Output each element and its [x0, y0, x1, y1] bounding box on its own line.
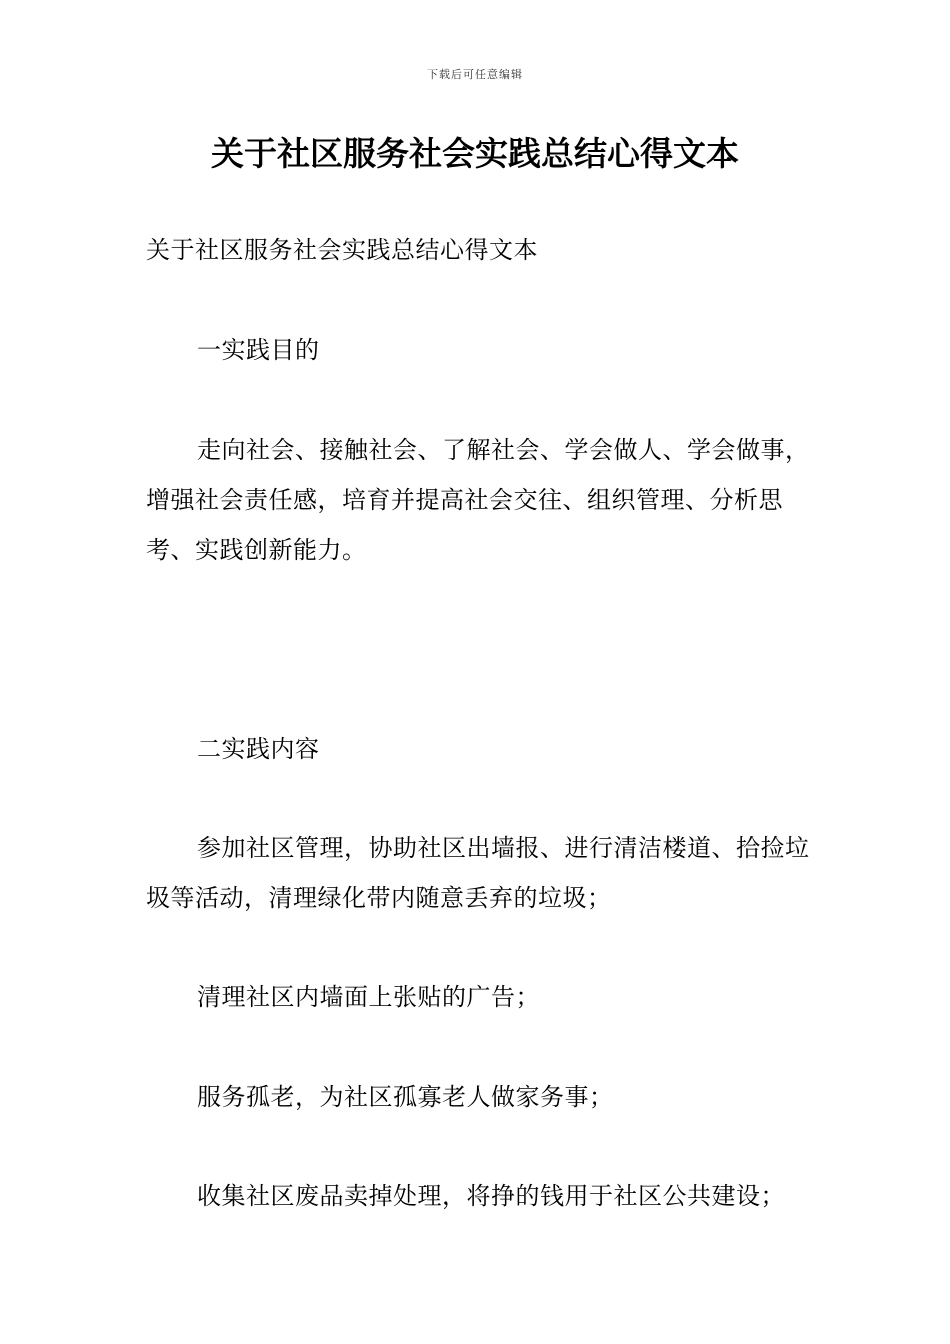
document-title: 关于社区服务社会实践总结心得文本 [211, 134, 739, 173]
paragraph-content-item: 服务孤老，为社区孤寡老人做家务事； [197, 1083, 614, 1111]
header-note: 下载后可任意编辑 [427, 68, 523, 81]
section-heading-content: 二实践内容 [197, 735, 320, 763]
section-heading-purpose: 一实践目的 [197, 336, 320, 364]
paragraph-content-item: 参加社区管理，协助社区出墙报、进行清洁楼道、拾捡垃圾等活动，清理绿化带内随意丢弃的垃圾； [146, 834, 810, 912]
paragraph-content-item: 收集社区废品卖掉处理，将挣的钱用于社区公共建设； [197, 1182, 785, 1210]
paragraph-content-item: 清理社区内墙面上张贴的广告； [197, 983, 540, 1011]
paragraph-purpose: 走向社会、接触社会、了解社会、学会做人、学会做事，增强社会责任感，培育并提高社会交往、组织管理、分析思考、实践创新能力。 [146, 436, 810, 564]
document-subtitle: 关于社区服务社会实践总结心得文本 [146, 236, 538, 264]
